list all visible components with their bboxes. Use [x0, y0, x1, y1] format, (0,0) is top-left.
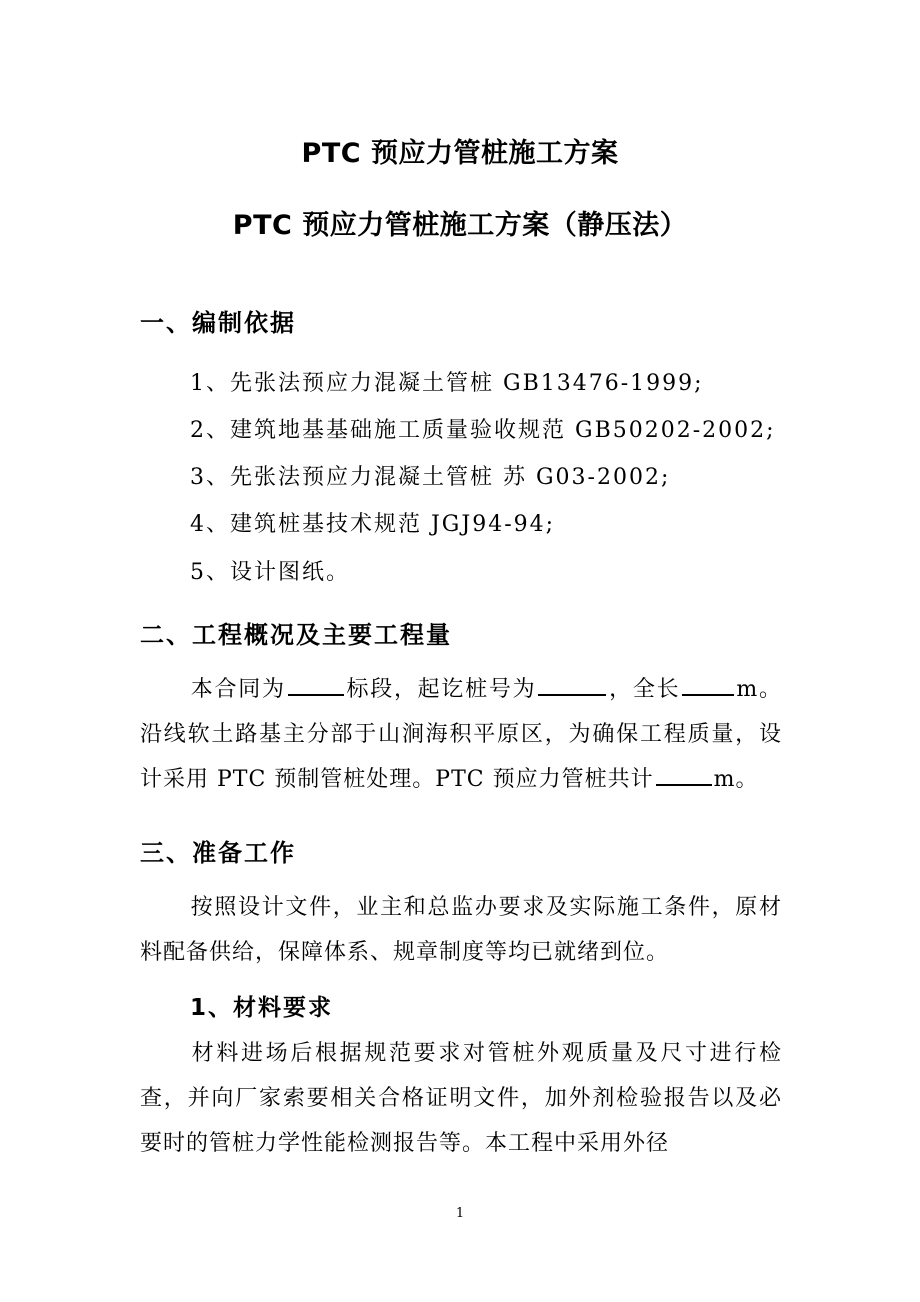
fill-blank-section [288, 672, 344, 696]
fill-blank-length [682, 672, 734, 696]
fill-blank-total [656, 762, 712, 786]
preparation-paragraph: 按照设计文件，业主和总监办要求及实际施工条件，原材料配备供给，保障体系、规章制度等均已就绪到位。 [140, 895, 782, 965]
list-item: 3、先张法预应力混凝土管桩 苏 G03-2002; [190, 465, 671, 490]
document-title: PTC 预应力管桩施工方案 [301, 138, 619, 169]
list-item: 1、先张法预应力混凝土管桩 GB13476-1999; [190, 371, 704, 396]
list-item: 5、设计图纸。 [190, 560, 350, 585]
section-heading-overview: 二、工程概况及主要工程量 [140, 621, 452, 649]
section-heading-preparation: 三、准备工作 [140, 839, 296, 867]
document-subtitle: PTC 预应力管桩施工方案（静压法） [232, 210, 688, 241]
page-number: 1 [455, 1206, 465, 1221]
list-item: 4、建筑桩基技术规范 JGJ94-94; [190, 512, 556, 537]
overview-paragraph: 本合同为 标段，起讫桩号为 ，全长 m。沿线软土路基主分部于山涧海积平原区，为确保工程质量，设计采用 PTC 预制管桩处理。PTC 预应力管桩共计 m。 [140, 667, 782, 802]
subheading-materials: 1、材料要求 [190, 995, 334, 1021]
materials-paragraph: 材料进场后根据规范要求对管桩外观质量及尺寸进行检查，并向厂家索要相关合格证明文件，加外剂检验报告以及必要时的管桩力学性能检测报告等。本工程中采用外径 [140, 1041, 782, 1156]
list-item: 2、建筑地基基础施工质量验收规范 GB50202-2002; [190, 418, 776, 443]
fill-blank-station [538, 672, 606, 696]
section-heading-basis: 一、编制依据 [140, 309, 296, 337]
